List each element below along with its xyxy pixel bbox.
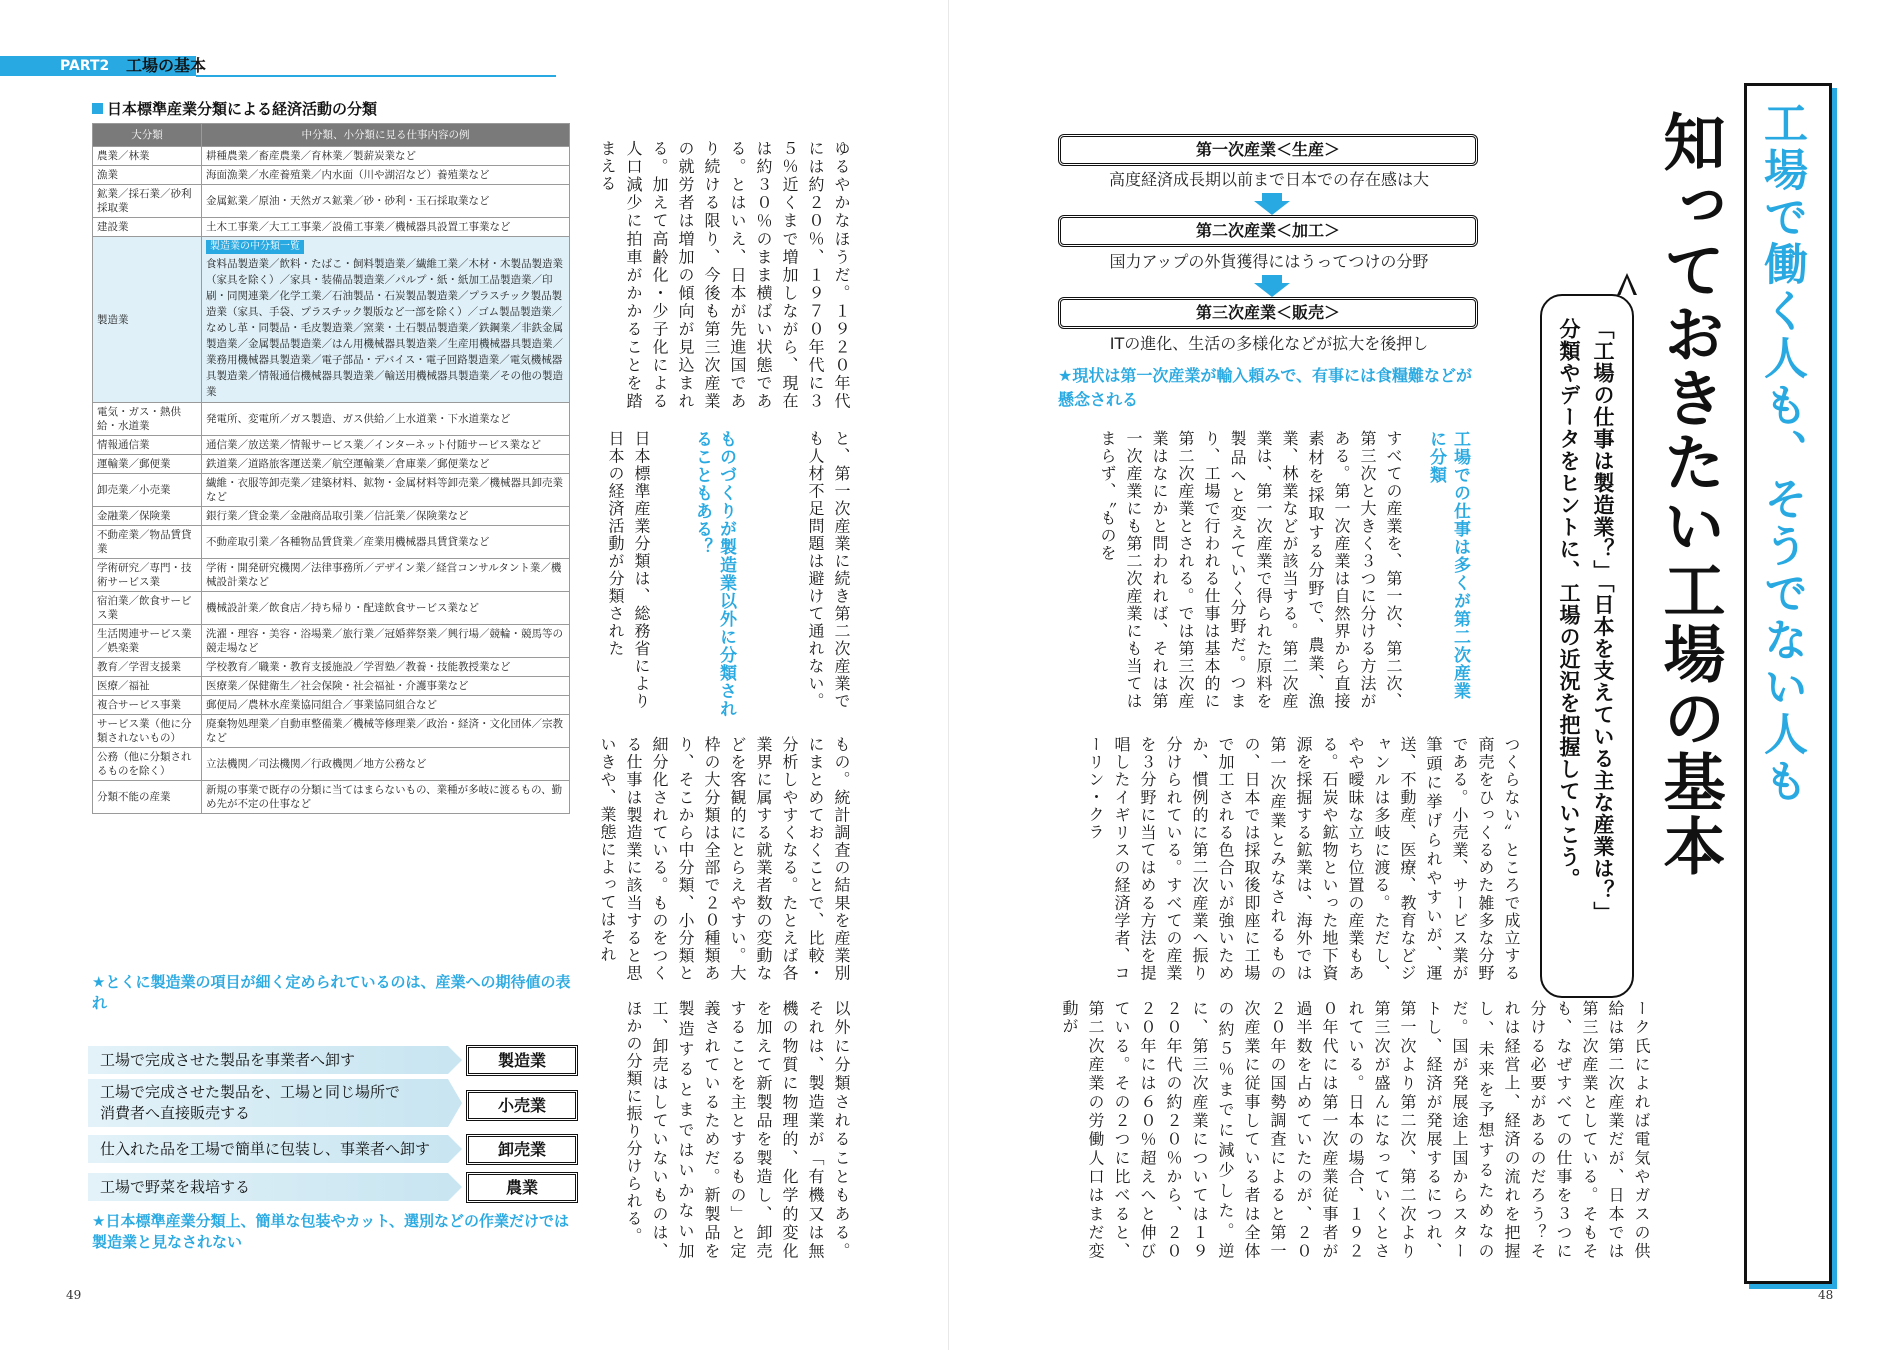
major-category: 生活関連サービス業／娯楽業 xyxy=(93,625,202,658)
arrow-down-icon xyxy=(1254,201,1290,215)
major-category: 電気・ガス・熱供給・水道業 xyxy=(93,403,202,436)
major-category: 漁業 xyxy=(93,166,202,185)
flow-note: ★現状は第一次産業が輸入頼みで、有事には食糧難などが懸念される xyxy=(1058,366,1473,409)
table-row xyxy=(93,658,570,677)
lead-line: 分類やデータをヒントに、工場の近況を把握していこう。 xyxy=(1557,318,1581,890)
table-row xyxy=(93,166,570,185)
body-column: 日本標準産業分類は、総務省により日本の経済活動が分類された xyxy=(606,430,651,710)
example-row xyxy=(88,1173,462,1201)
table-row xyxy=(93,715,570,748)
body-column: ゆるやかなほうだ。１９２０年代には約２０％、１９７０年代に３５％近くまで増加しながら、現在は約３０％のまま横ばい状態である。とはいえ、日本が先進国であり続ける限り、今後も第三次産業の就労者は増加の傾向が見込まれる。加えて高齢化・少子化による人口減少に拍車がかかることを踏まえる xyxy=(598,140,851,410)
major-category: 情報通信業 xyxy=(93,436,202,455)
flow-arrow-stem xyxy=(1262,275,1282,283)
category-detail: 学校教育／職業・教育支援施設／学習塾／教養・技能教授業など xyxy=(202,658,570,677)
example-row xyxy=(88,1046,462,1074)
category-detail: 郵便局／農林水産業協同組合／事業協同組合など xyxy=(202,696,570,715)
category-detail: 廃棄物処理業／自動車整備業／機械等修理業／政治・経済・文化団体／宗教など xyxy=(202,715,570,748)
major-category: 複合サービス事業 xyxy=(93,696,202,715)
major-category: 分類不能の産業 xyxy=(93,781,202,814)
flow-step-box: 第三次産業＜販売＞ xyxy=(1058,297,1478,329)
table-row xyxy=(93,748,570,781)
table-row xyxy=(93,455,570,474)
major-category: 建設業 xyxy=(93,218,202,237)
flow-step-caption: 高度経済成長期以前まで日本での存在感は大 xyxy=(1108,170,1429,189)
table-header-row xyxy=(93,124,570,147)
part-label: PART2 xyxy=(60,58,110,74)
speech-pointer-inner xyxy=(1620,278,1634,296)
manufacturing-list: 食料品製造業／飲料・たばこ・飼料製造業／繊維工業／木材・木製品製造業（家具を除く）／家具・装備品製造業／パルプ・紙・紙加工品製造業／印刷・同関連業／化学工業／石油製品・石炭製品製造業／プラスチック製品製造業（家具、手袋、プラスチック製版など一部を除く）／ゴム製品製造業／なめし革・同製品・毛皮製造業／窯業・土石製品製造業／鉄鋼業／非鉄金属製造業／金属製品製造業／はん用機械器具製造業／生産用機械器具製造業／業務用機械器具製造業／電子部品・デバイス・電子回路製造業／電気機械器具製造業／情報通信機械器具製造業／輸送用機械器具製造業／その他の製造業 xyxy=(206,258,563,398)
section-heading: 工場での仕事は多くが第二次産業に分類 xyxy=(1426,430,1470,700)
flow-step-box: 第二次産業＜加工＞ xyxy=(1058,215,1478,247)
major-category: 宿泊業／飲食サービス業 xyxy=(93,592,202,625)
example-badge: 卸売業 xyxy=(466,1134,578,1165)
body-column: 以外に分類されることもある。それは、製造業が「有機又は無機の物質に物理的、化学的変化を加えて新製品を製造し、卸売することを主とするもの」と定義されているためだ。新製品を製造するとまではいかない加工、卸売はしていないものは、ほかの分類に振り分けられる。 xyxy=(624,1000,851,1260)
example-text: 仕入れた品を工場で簡単に包装し、事業者へ卸す xyxy=(100,1140,431,1158)
example-row xyxy=(88,1135,462,1163)
lead-line: 「工場の仕事は製造業？」「日本を支えている主な産業は？」 xyxy=(1591,318,1615,924)
table-row xyxy=(93,696,570,715)
major-category: 公務（他に分類されるものを除く） xyxy=(93,748,202,781)
table-title-text: 日本標準産業分類による経済活動の分類 xyxy=(107,100,378,118)
example-text: 工場で完成させた製品を、工場と同じ場所で 消費者へ直接販売する xyxy=(100,1083,401,1122)
flow-step-box: 第一次産業＜生産＞ xyxy=(1058,134,1478,166)
table-row xyxy=(93,185,570,218)
classification-table xyxy=(92,123,570,814)
major-category: 学術研究／専門・技術サービス業 xyxy=(93,559,202,592)
table-row xyxy=(93,526,570,559)
part-title: 工場の基本 xyxy=(126,56,207,75)
category-detail: 不動産取引業／各種物品賃貸業／産業用機械器具賃貸業など xyxy=(202,526,570,559)
body-column: と、第一次産業に続き第二次産業でも人材不足問題は避けて通れない。 xyxy=(806,430,851,710)
manufacturing-badge: 製造業の中分類一覧 xyxy=(206,240,304,254)
flow-step-caption: ITの進化、生活の多様化などが拡大を後押し xyxy=(1109,334,1429,353)
table-row xyxy=(93,403,570,436)
table-note: ★とくに製造業の項目が細く定められているのは、産業への期待値の表れ xyxy=(92,973,571,1012)
major-category: 医療／福祉 xyxy=(93,677,202,696)
table-row xyxy=(93,559,570,592)
body-column: すべての産業を、第一次、第二次、第三次と大きく３つに分ける方法がある。第一次産業は自然界から直接素材を採取する分野で、農業、漁業、林業などが該当する。第二次産業は、第一次産業で得られた原料を製品へと変えていく分野だ。つまり、工場で行われる仕事は基本的に第二次産業とされる。では第三次産業はなにかと問われれば、それは第一次産業にも第二次産業にも当てはまらず、〝ものを xyxy=(1098,430,1403,710)
category-detail: 土木工事業／大工工事業／設備工事業／機械器具設置工事業など xyxy=(202,218,570,237)
category-detail: 通信業／放送業／情報サービス業／インターネット付随サービス業など xyxy=(202,436,570,455)
example-badge: 農業 xyxy=(466,1172,578,1203)
table-row xyxy=(93,474,570,507)
major-category: 農業／林業 xyxy=(93,147,202,166)
example-text: 工場で完成させた製品を事業者へ卸す xyxy=(100,1051,356,1069)
arrow-right-icon xyxy=(448,1046,462,1074)
lead-text xyxy=(1552,318,1620,924)
arrow-down-icon xyxy=(1254,283,1290,297)
column-header: 大分類 xyxy=(93,124,202,147)
category-detail: 銀行業／貸金業／金融商品取引業／信託業／保険業など xyxy=(202,507,570,526)
arrow-right-icon xyxy=(448,1079,462,1127)
category-detail: 学術・開発研究機関／法律事務所／デザイン業／経営コンサルタント業／機械設計業など xyxy=(202,559,570,592)
category-detail: 繊維・衣服等卸売業／建築材料、鉱物・金属材料等卸売業／機械器具卸売業など xyxy=(202,474,570,507)
table-row xyxy=(93,625,570,658)
body-column: つくらない〟ところで成立する商売をひっくるめた雑多な分野である。小売業、サービス業が筆頭に挙げられやすいが、運送、不動産、医療、教育などジャンルは多岐に渡る。ただし、やや曖昧な立ち位置の産業もある。石炭や鉱物といった地下資源を採掘する鉱業は、海外では第一次産業とみなされるものの、日本では採取後即座に工場で加工される色合いが強いためか、慣例的に第二次産業へ振り分けられている。すべての産業を３分野に当てはめる方法を提唱したイギリスの経済学者、コーリン・クラ xyxy=(1086,736,1521,982)
example-row xyxy=(88,1079,462,1127)
major-category: 製造業 xyxy=(93,237,202,403)
table-row xyxy=(93,677,570,696)
table-title xyxy=(92,98,377,119)
page-number-right: 48 xyxy=(1818,1288,1834,1302)
example-text: 工場で野菜を栽培する xyxy=(100,1178,251,1196)
category-detail: 立法機関／司法機関／行政機関／地方公務など xyxy=(202,748,570,781)
table-row xyxy=(93,592,570,625)
major-category: 教育／学習支援業 xyxy=(93,658,202,677)
example-badge: 小売業 xyxy=(466,1090,578,1121)
category-detail: 発電所、変電所／ガス製造、ガス供給／上水道業・下水道業など xyxy=(202,403,570,436)
column-header: 中分類、小分類に見る仕事内容の例 xyxy=(202,124,570,147)
title-kicker: 工場で働く人も、そうでない人も xyxy=(1756,100,1807,805)
arrow-right-icon xyxy=(448,1173,462,1201)
body-column: もの。統計調査の結果を産業別にまとめておくことで、比較・分析しやすくなる。たとえば各業界に属する就業者数の変動などを客観的にとらえやすい。大枠の大分類は全部で２０種類あり、そこから中分類、小分類と細分化されている。ものをつくる仕事は製造業に該当すると思いきや、業態によってはそれ xyxy=(598,736,851,982)
major-category: 不動産業／物品賃貸業 xyxy=(93,526,202,559)
major-category: 金融業／保険業 xyxy=(93,507,202,526)
table-row xyxy=(93,147,570,166)
table-row xyxy=(93,436,570,455)
table-row xyxy=(93,218,570,237)
major-category: 鉱業／採石業／砂利採取業 xyxy=(93,185,202,218)
page-title: 知っておきたい工場の基本 xyxy=(1653,110,1726,878)
square-bullet-icon xyxy=(92,103,103,114)
manufacturing-detail xyxy=(202,237,570,403)
category-detail: 耕種農業／畜産農業／育林業／製薪炭業など xyxy=(202,147,570,166)
category-detail: 海面漁業／水産養殖業／内水面（川や湖沼など）養殖業など xyxy=(202,166,570,185)
major-category: サービス業（他に分類されないもの） xyxy=(93,715,202,748)
arrow-right-icon xyxy=(448,1135,462,1163)
category-detail: 金属鉱業／原油・天然ガス鉱業／砂・砂利・玉石採取業など xyxy=(202,185,570,218)
spine-gutter xyxy=(948,0,949,1350)
body-column: ーク氏によれば電気やガスの供給は第二次産業だが、日本では第三次産業としている。そもそも、なぜすべての仕事を３つに分ける必要があるのだろう？それは経営上、経済の流れを把握し、未来を予想するためなのだ。国が発展途上国からスタートし、経済が発展するにつれ、第一次より第二次、第二次より第三次が盛んになっていくとされている。日本の場合、１９２０年代には第一次産業従事者が過半数を占めていたのが、２０２０年の国勢調査によると第一次産業に従事している者は全体の約５％までに減少した。逆に、第三次産業については１９２０年代の約２０％から、２０２０年には６０％超えへと伸びている。その２つに比べると、第二次産業の労働人口はまだ変動が xyxy=(1060,1000,1651,1260)
major-category: 卸売業／小売業 xyxy=(93,474,202,507)
table-row-manufacturing xyxy=(93,237,570,403)
category-detail: 洗濯・理容・美容・浴場業／旅行業／冠婚葬祭業／興行場／競輪・競馬等の競走場など xyxy=(202,625,570,658)
flow-step-caption: 国力アップの外貨獲得にはうってつけの分野 xyxy=(1109,252,1429,271)
category-detail: 機械設計業／飲食店／持ち帰り・配達飲食サービス業など xyxy=(202,592,570,625)
table-row xyxy=(93,781,570,814)
category-detail: 医療業／保健衛生／社会保険・社会福祉・介護事業など xyxy=(202,677,570,696)
major-category: 運輸業／郵便業 xyxy=(93,455,202,474)
header-rule xyxy=(196,75,556,77)
category-detail: 新規の事業で既存の分類に当てはまらないもの、業種が多岐に渡るもの、勤め先が不定の仕事など xyxy=(202,781,570,814)
page-number-left: 49 xyxy=(66,1288,82,1302)
category-detail: 鉄道業／道路旅客運送業／航空運輸業／倉庫業／郵便業など xyxy=(202,455,570,474)
examples-note: ★日本標準産業分類上、簡単な包装やカット、選別などの作業だけでは製造業と見なされない xyxy=(92,1212,569,1251)
example-badge: 製造業 xyxy=(466,1045,578,1076)
section-heading: ものづくりが製造業以外に分類されることもある？ xyxy=(692,430,736,718)
flow-arrow-stem xyxy=(1262,193,1282,201)
table-row xyxy=(93,507,570,526)
